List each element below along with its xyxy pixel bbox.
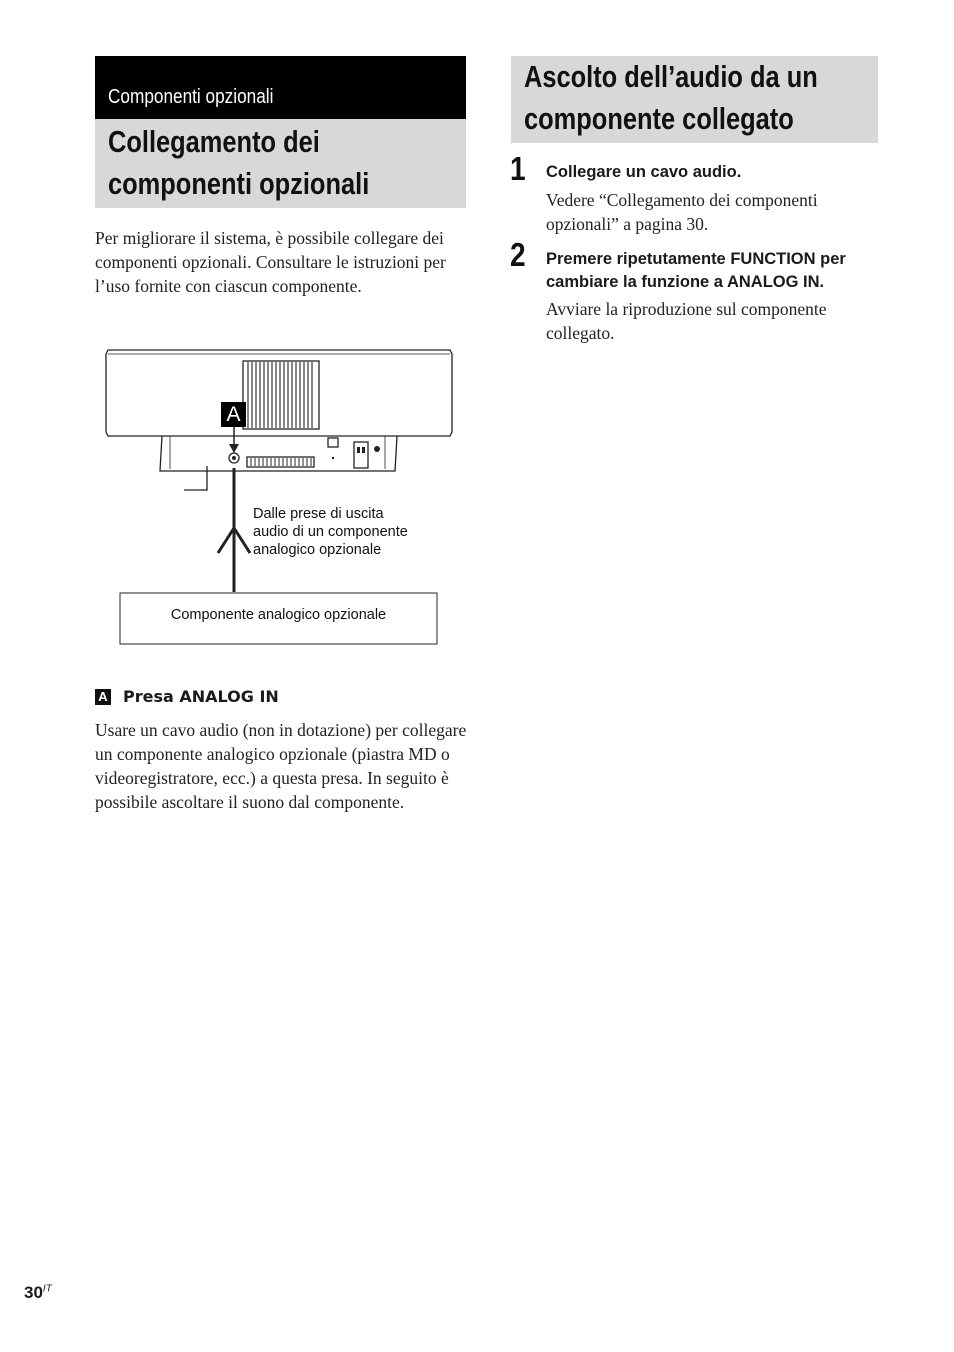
- title-box-left: [95, 119, 466, 208]
- section-band: [95, 56, 466, 119]
- port-box: [354, 442, 368, 468]
- page-number-suffix: IT: [42, 1283, 52, 1295]
- section-label: Componenti opzionali: [108, 86, 274, 108]
- component-label: Componente analogico opzionale: [170, 607, 387, 623]
- port-details: [332, 446, 380, 459]
- step-heading: Collegare un cavo audio.: [546, 163, 742, 181]
- page-number-value: 30: [24, 1283, 43, 1302]
- step-number: 1: [510, 150, 526, 187]
- terminal-slots: [251, 458, 311, 466]
- step-body: Vedere “Collegamento dei componenti opzionali” a pagina 30.: [546, 190, 818, 234]
- step-number: 2: [510, 236, 526, 273]
- connection-diagram: [100, 340, 460, 650]
- step-body: Avviare la riproduzione sul componente collegato.: [546, 299, 827, 343]
- page-number: [24, 1283, 52, 1303]
- heatsink-fins: [248, 362, 312, 428]
- title-box-right: [511, 56, 878, 143]
- analog-in-marker: A: [221, 402, 246, 427]
- legend-label: Presa ANALOG IN: [123, 687, 279, 706]
- diagram-callout: Dalle prese di uscita audio di un componente analogico opzionale: [253, 506, 408, 558]
- cable-hook: [184, 466, 207, 490]
- legend-description: Usare un cavo audio (non in dotazione) per collegare un componente analogico opzionale (piastra MD o videoregistratore, ecc.) a questa presa. In seguito è possibile ascoltare il suono dal componente.: [95, 720, 467, 812]
- terminal-block: [247, 457, 314, 467]
- section-title: Ascolto dell’audio da un componente collegato: [524, 59, 818, 136]
- legend-letter-badge: A: [95, 689, 111, 705]
- intro-paragraph: Per migliorare il sistema, è possibile collegare dei componenti opzionali. Consultare le istruzioni per l’uso fornite con ciascun componente.: [95, 228, 446, 296]
- page-title: Collegamento dei componenti opzionali: [108, 124, 370, 201]
- step-heading: Premere ripetutamente FUNCTION per cambiare la funzione a ANALOG IN.: [546, 250, 846, 291]
- port-box-2: [328, 438, 338, 447]
- unit-body: [106, 350, 452, 436]
